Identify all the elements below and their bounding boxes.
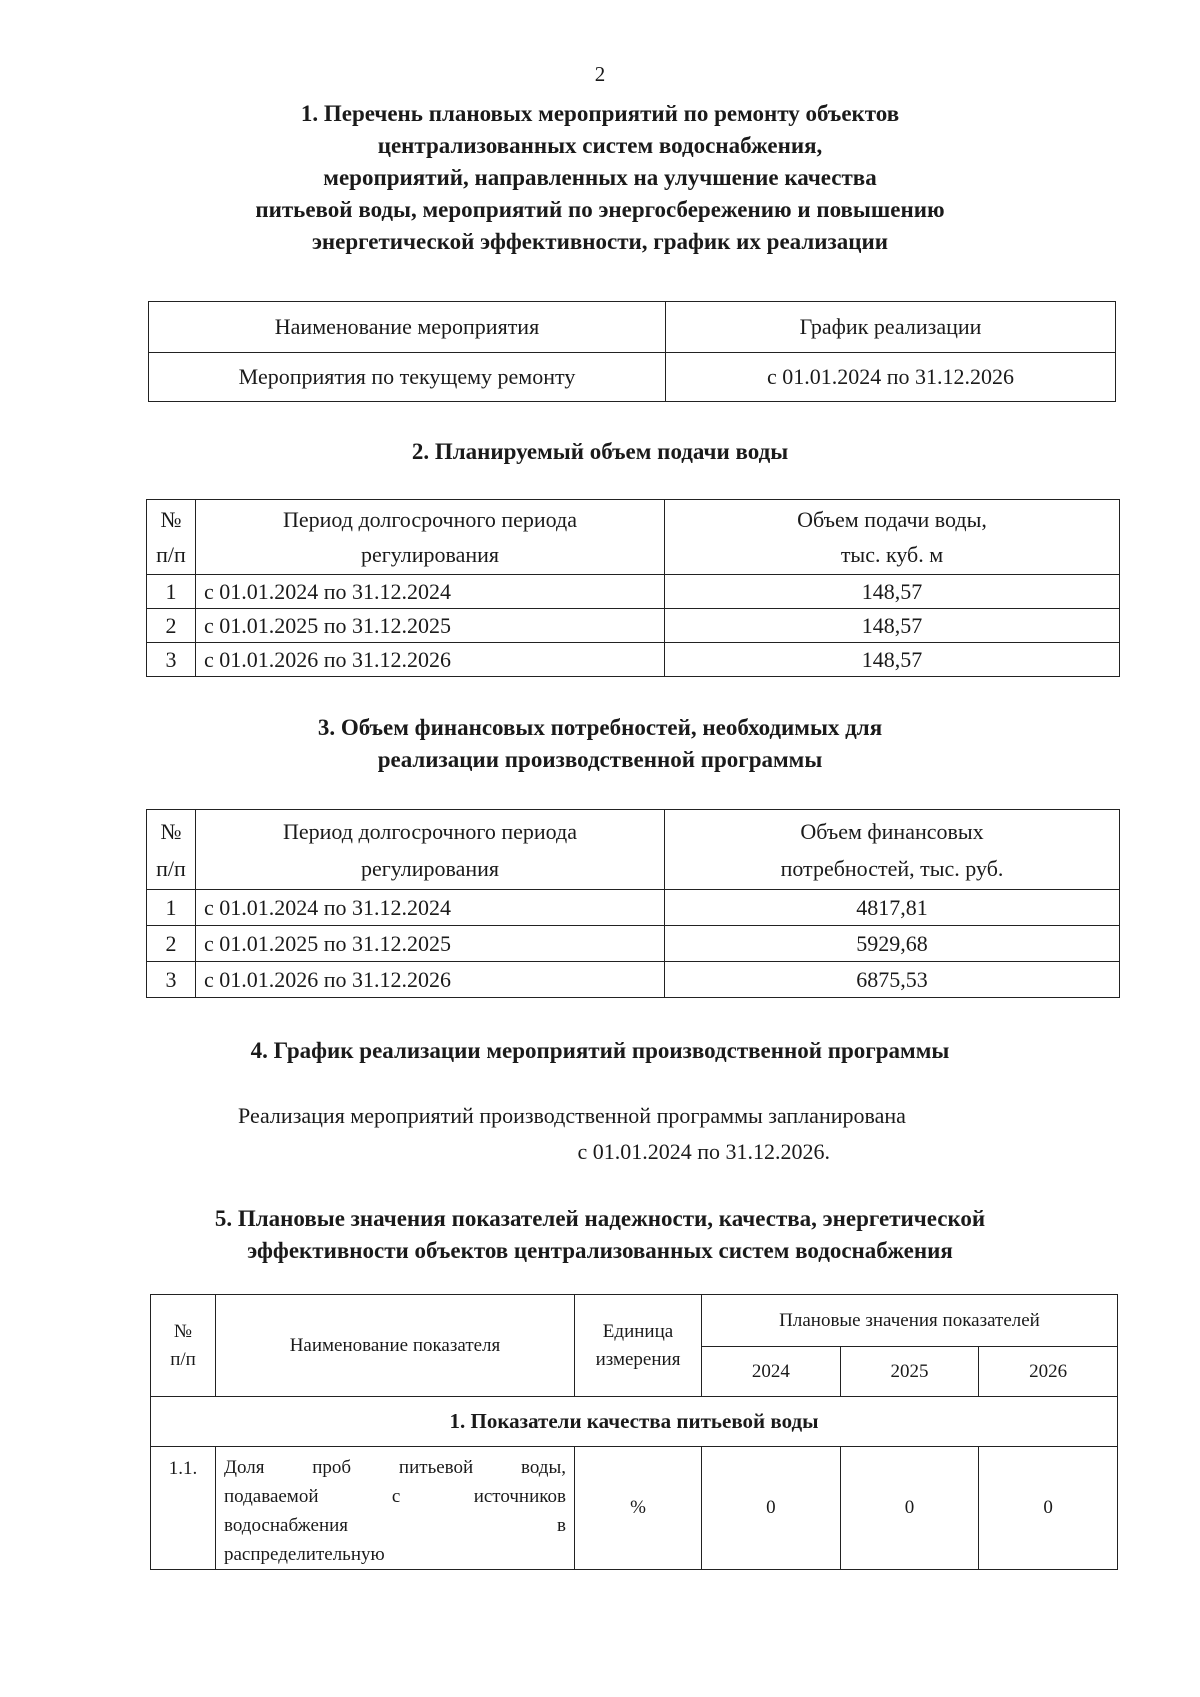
event-name: Мероприятия по текущему ремонту (149, 353, 666, 402)
header-period-line: регулирования (360, 542, 500, 567)
header-unit-line: Единица (602, 1320, 674, 1342)
title-line: эффективности объектов централизованных систем водоснабжения (247, 1238, 953, 1263)
row-value: 148,57 (665, 643, 1120, 677)
title-line: 2. Планируемый объем подачи воды (411, 439, 789, 464)
header-planned-values: Плановые значения показателей (702, 1295, 1118, 1347)
row-num: 1 (147, 575, 196, 609)
row-value: 148,57 (665, 575, 1120, 609)
header-num (147, 500, 196, 575)
header-num-line: п/п (156, 855, 186, 881)
header-value-line: Объем подачи воды, (797, 507, 987, 532)
header-period (196, 500, 665, 575)
row-period: с 01.01.2025 по 31.12.2025 (196, 609, 665, 643)
indicator-name-line: подаваемой с источников (224, 1486, 566, 1507)
title-line: 3. Объем финансовых потребностей, необходимых для (317, 715, 883, 740)
table-row (147, 890, 1120, 926)
header-year: 2025 (840, 1347, 979, 1397)
header-num-line: № (173, 1320, 193, 1342)
row-num: 1 (147, 890, 196, 926)
title-line: мероприятий, направленных на улучшение качества (323, 165, 877, 190)
title-line: 1. Перечень плановых мероприятий по ремонту объектов (300, 101, 900, 126)
row-value-2024: 0 (702, 1447, 841, 1570)
implementation-line: Реализация мероприятий производственной программы запланирована (238, 1103, 906, 1128)
row-value: 5929,68 (665, 926, 1120, 962)
title-line: реализации производственной программы (377, 747, 823, 772)
row-num: 2 (147, 609, 196, 643)
header-value-line: Объем финансовых (800, 818, 984, 844)
table-row (147, 609, 1120, 643)
header-period-line: регулирования (360, 855, 500, 881)
indicator-name-line: распределительную (224, 1544, 385, 1565)
row-period: с 01.01.2026 по 31.12.2026 (196, 643, 665, 677)
row-period: с 01.01.2025 по 31.12.2025 (196, 926, 665, 962)
header-unit (575, 1295, 702, 1397)
financial-needs-table (146, 809, 1120, 998)
header-period (196, 810, 665, 890)
table-row (147, 962, 1120, 998)
title-line: 4. График реализации мероприятий производственной программы (250, 1038, 950, 1063)
section4-title (0, 1035, 1200, 1067)
row-indicator-name (216, 1447, 575, 1570)
page-number: 2 (594, 62, 606, 86)
header-value (665, 810, 1120, 890)
indicators-table (150, 1294, 1118, 1570)
section3-title (0, 712, 1200, 776)
header-num (147, 810, 196, 890)
table-row (147, 575, 1120, 609)
header-value-line: тыс. куб. м (840, 542, 944, 567)
header-period-line: Период долгосрочного периода (282, 818, 578, 844)
header-num (151, 1295, 216, 1397)
row-period: с 01.01.2026 по 31.12.2026 (196, 962, 665, 998)
header-indicator-name: Наименование показателя (216, 1295, 575, 1397)
water-supply-table (146, 499, 1120, 677)
section5-title (0, 1203, 1200, 1267)
row-num: 3 (147, 962, 196, 998)
header-num-line: п/п (170, 1348, 196, 1370)
row-num: 1.1. (151, 1447, 216, 1570)
indicator-name-line: Доля проб питьевой воды, (224, 1457, 566, 1478)
header-year: 2026 (979, 1347, 1118, 1397)
repairs-table (148, 301, 1116, 402)
table-row (147, 926, 1120, 962)
row-period: с 01.01.2024 по 31.12.2024 (196, 575, 665, 609)
table-row (151, 1447, 1118, 1570)
row-unit: % (575, 1447, 702, 1570)
section2-title (0, 436, 1200, 468)
header-unit-line: измерения (595, 1348, 681, 1370)
section1-title (0, 98, 1200, 258)
header-value (665, 500, 1120, 575)
title-line: централизованных систем водоснабжения, (377, 133, 823, 158)
header-num-line: № (160, 818, 182, 844)
header-value-line: потребностей, тыс. руб. (780, 855, 1004, 881)
row-value: 6875,53 (665, 962, 1120, 998)
row-value: 4817,81 (665, 890, 1120, 926)
table-row (147, 643, 1120, 677)
header-year: 2024 (702, 1347, 841, 1397)
row-num: 3 (147, 643, 196, 677)
indicator-name-line: водоснабжения в (224, 1515, 566, 1536)
header-event-name: Наименование мероприятия (149, 302, 666, 353)
table-row (149, 353, 1116, 402)
group-title: 1. Показатели качества питьевой воды (151, 1397, 1118, 1447)
row-value-2025: 0 (840, 1447, 979, 1570)
header-num-line: п/п (156, 542, 186, 567)
title-line: 5. Плановые значения показателей надежности, качества, энергетической (214, 1206, 986, 1231)
row-num: 2 (147, 926, 196, 962)
title-line: питьевой воды, мероприятий по энергосбережению и повышению (255, 197, 945, 222)
header-num-line: № (160, 507, 182, 532)
title-line: энергетической эффективности, график их реализации (311, 229, 889, 254)
row-value-2026: 0 (979, 1447, 1118, 1570)
schedule: с 01.01.2024 по 31.12.2026 (666, 353, 1116, 402)
header-period-line: Период долгосрочного периода (282, 507, 578, 532)
header-schedule: График реализации (666, 302, 1116, 353)
row-value: 148,57 (665, 609, 1120, 643)
implementation-line: с 01.01.2024 по 31.12.2026. (577, 1139, 830, 1164)
row-period: с 01.01.2024 по 31.12.2024 (196, 890, 665, 926)
